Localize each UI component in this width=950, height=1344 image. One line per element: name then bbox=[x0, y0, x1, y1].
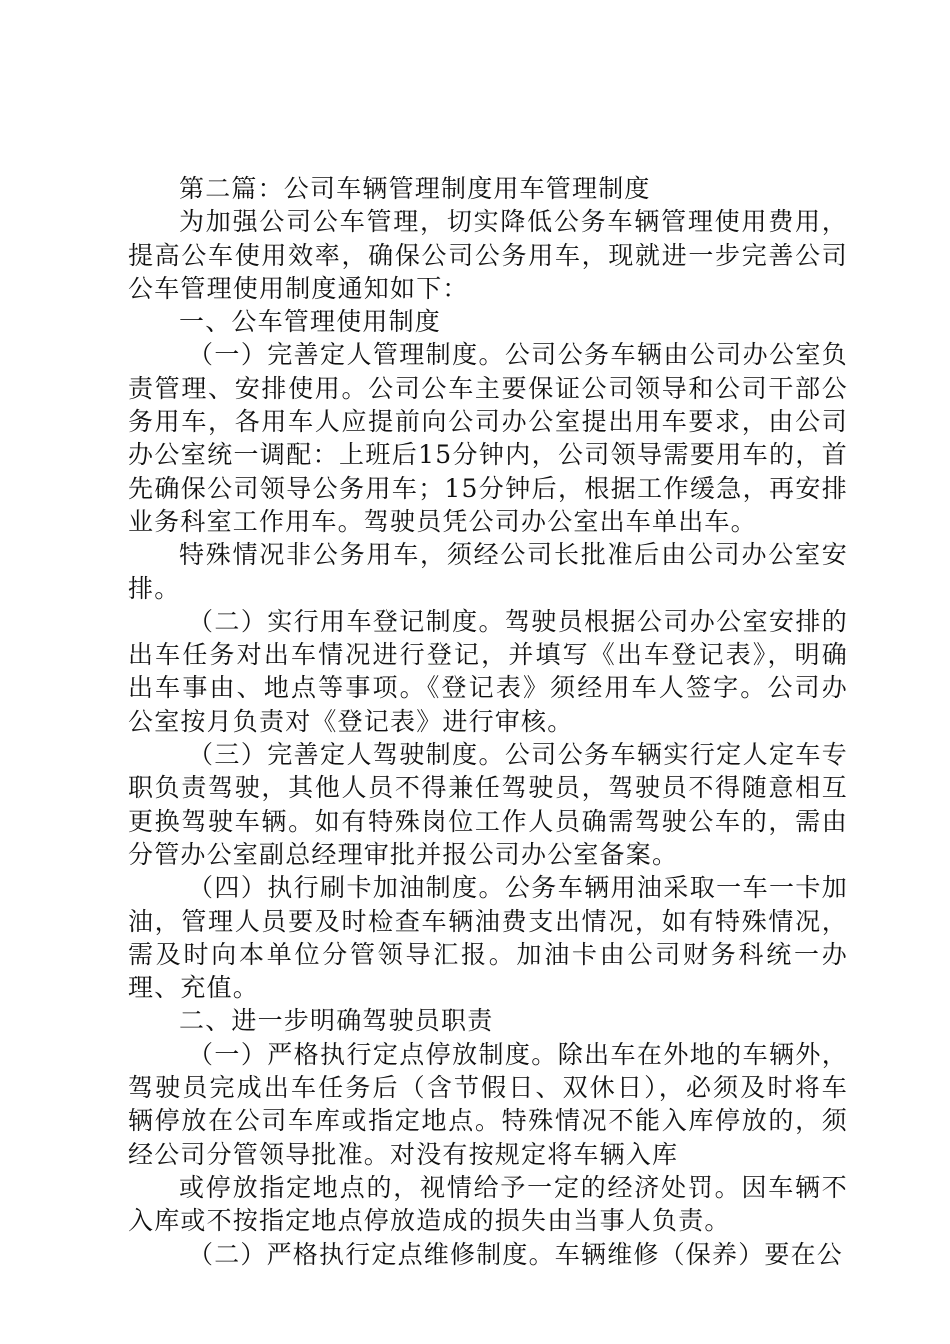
paragraph-1-1: （一）完善定人管理制度。公司公务车辆由公司办公室负责管理、安排使用。公司公车主要保证公司领导和公司干部公务用车，各用车人应提前向公司办公室提出用车要求，由公司办公室统一调配：上班后15分钟内，公司领导需要用车的，首先确保公司领导公务用车；15分钟后，根据工作缓急，再安排业务科室工作用车。驾驶员凭公司办公室出车单出车。 bbox=[128, 340, 848, 536]
paragraph-intro: 为加强公司公车管理，切实降低公务车辆管理使用费用，提高公车使用效率，确保公司公务用车，现就进一步完善公司公车管理使用制度通知如下： bbox=[128, 207, 848, 303]
paragraph-special-case: 特殊情况非公务用车，须经公司长批准后由公司办公室安排。 bbox=[128, 540, 848, 603]
document-title: 第二篇：公司车辆管理制度用车管理制度 bbox=[179, 174, 651, 203]
section-heading-1: 一、公车管理使用制度 bbox=[179, 307, 442, 337]
document-body bbox=[128, 172, 848, 1271]
paragraph-1-4: （四）执行刷卡加油制度。公务车辆用油采取一车一卡加油，管理人员要及时检查车辆油费支出情况，如有特殊情况，需及时向本单位分管领导汇报。加油卡由公司财务科统一办理、充值。 bbox=[128, 873, 848, 1003]
paragraph-2-2: （二）严格执行定点维修制度。车辆维修（保养）要在公 bbox=[188, 1239, 844, 1269]
paragraph-2-1-continued: 或停放指定地点的，视情给予一定的经济处罚。因车辆不入库或不按指定地点停放造成的损失由当事人负责。 bbox=[128, 1172, 848, 1236]
paragraph-1-2: （二）实行用车登记制度。驾驶员根据公司办公室安排的出车任务对出车情况进行登记，并填写《出车登记表》，明确出车事由、地点等事项。《登记表》须经用车人签字。公司办公室按月负责对《登记表》进行审核。 bbox=[128, 606, 848, 736]
section-heading-2: 二、进一步明确驾驶员职责 bbox=[179, 1006, 494, 1036]
paragraph-1-3: （三）完善定人驾驶制度。公司公务车辆实行定人定车专职负责驾驶，其他人员不得兼任驾驶员，驾驶员不得随意相互更换驾驶车辆。如有特殊岗位工作人员确需驾驶公车的，需由分管办公室副总经理审批并报公司办公室备案。 bbox=[128, 740, 848, 869]
paragraph-2-1: （一）严格执行定点停放制度。除出车在外地的车辆外，驾驶员完成出车任务后（含节假日、双休日），必须及时将车辆停放在公司车库或指定地点。特殊情况不能入库停放的，须经公司分管领导批准。对没有按规定将车辆入库 bbox=[128, 1039, 848, 1169]
